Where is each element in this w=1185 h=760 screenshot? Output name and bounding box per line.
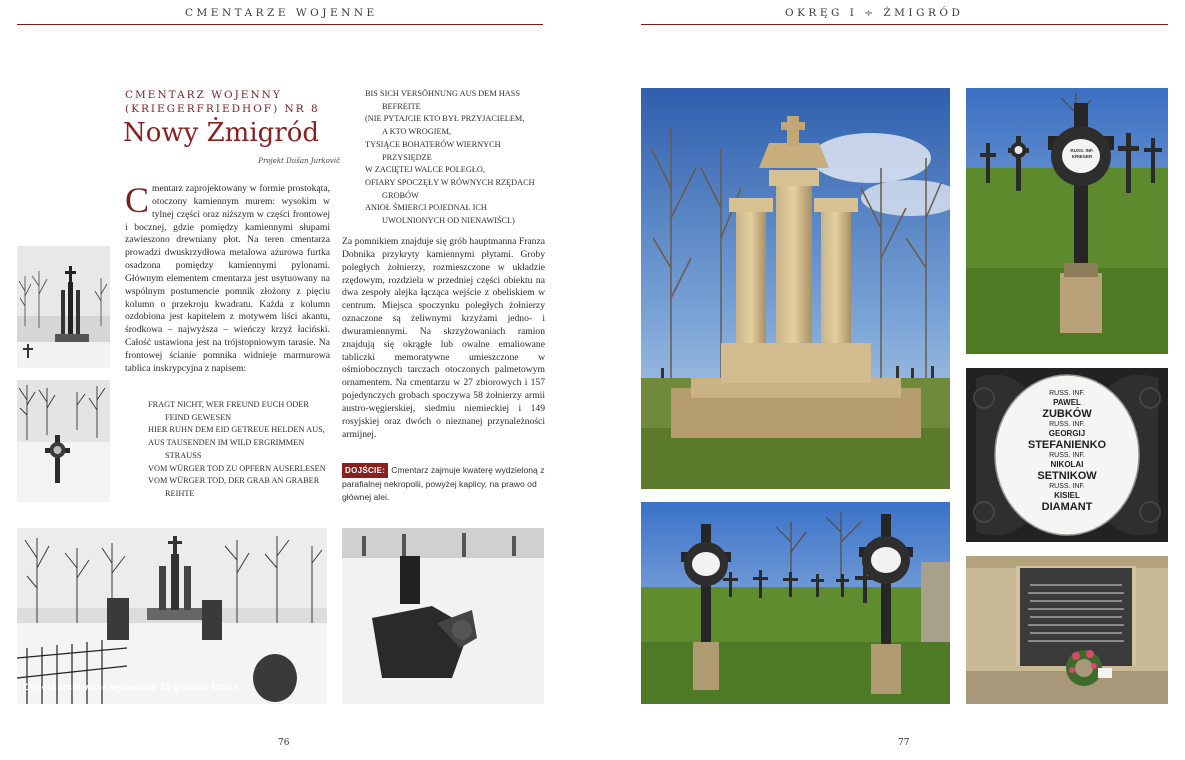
translation-line: A KTO WROGIEM, (382, 127, 452, 137)
plaque-line: STEFANIENKO (1027, 439, 1107, 451)
archive-photo-broken-cross (342, 528, 544, 704)
inscription-line: FEIND GEWESEN (165, 412, 232, 422)
translation-line: GROBÓW (382, 190, 419, 200)
plaque-line: SETNIKOW (1037, 470, 1097, 482)
header-rule-right (641, 24, 1168, 25)
inscription-line: BEFREITE (382, 101, 421, 111)
translation-line: (NIE PYTAJCIE KTO BYŁ PRZYJACIELEM, (365, 114, 525, 124)
page-number-left: 76 (278, 738, 290, 748)
archive-photo-cross (17, 380, 110, 502)
plaque-line: GEORGIJ (1048, 429, 1086, 438)
translation-line: OFIARY SPOCZĘŁY W RÓWNYCH RZĘDACH (365, 177, 535, 187)
plaque-line: RUSS. INF. (1049, 452, 1085, 459)
running-title-left: CMENTARZE WOJENNE (185, 7, 378, 19)
photo-monument (641, 88, 950, 489)
inscription-line: FRAGT NICHT, WER FREUND EUCH ODER (148, 400, 309, 409)
archive-photo-monument (17, 246, 110, 368)
page-number-right: 77 (898, 738, 910, 748)
archive-photo-cemetery-wide (17, 528, 327, 704)
plaque-line: PAWEL (1053, 398, 1081, 407)
cross-plate-text (1062, 148, 1102, 160)
photo-cross-krieger (966, 88, 1168, 354)
plate-line: RUSS. INF. (1070, 148, 1094, 153)
inscription-line: BIS SICH VERSÖHNUNG AUS DEM HASS (365, 89, 520, 98)
inscription-line: STRAUSS (165, 450, 202, 460)
plaque-line: RUSS. INF. (1049, 390, 1085, 397)
plaque-line: NIKOLAI (1050, 460, 1084, 469)
header-rule-left (17, 24, 543, 25)
photo-cemetery-rows (641, 502, 950, 704)
body-paragraph-1 (125, 180, 330, 376)
page-title: Nowy Żmigród (123, 118, 320, 148)
running-title-right: OKRĘG I ÷ ŻMIGRÓD (785, 7, 964, 19)
photo-memorial-tablet (966, 556, 1168, 704)
access-text: Cmentarz zajmuje kwaterę wydzieloną z parafialnej nekropolii, powyżej kaplicy, na prawo od głównej alei. (342, 465, 545, 503)
design-credit: Projekt Dušan Jurkovič (258, 157, 340, 165)
plaque-line: ZUBKÓW (1042, 408, 1092, 420)
archive-caption: Zdjęcia archiwalne wykonano 31 grudnia 1986 r. (22, 682, 241, 693)
plaque-line: DIAMANT (1041, 501, 1093, 513)
plaque-line: RUSS. INF. (1049, 421, 1085, 428)
inscription-continued (365, 88, 550, 228)
inscription-line: VOM WÜRGER TOD ZU OPFERN AUSERLESEN (148, 463, 326, 473)
translation-line: TYSIĄCE BOHATERÓW WIERNYCH (365, 139, 501, 149)
access-directions (342, 463, 545, 505)
dropcap: C (125, 180, 150, 220)
body-paragraph-1-text: mentarz zaprojektowany w formie prostokąta, otoczony kamiennym murem: wysokim w tylnej części oraz niższym w części frontowej i bocznej, gdzie pomiędzy kamiennymi słupami zawieszono drewniany płot. Na teren cmentarza prowadzi dwuskrzydłowa metalowa ażurowa furtka osadzona pomiędzy kamiennymi pylonami. Głównym elementem cmentarza jest usytuowany na wspólnym postumencie pomnik złożony z pięciu kolumn o przekroju kwadratu. Każda z kolumn ozdobiona jest kapitelem z motywem liści akantu, środkowa – najwyższa – wieńczy krzyż łaciński. Całość ustawiona jest na trójstopniowym tarasie. Na frontowej ścianie pomnika widnieje marmurowa tablica inskrypcyjna z napisem: (125, 183, 330, 374)
translation-line: W ZACIĘTEJ WALCE POLEGŁO, (365, 165, 485, 175)
translation-line: PRZYSIĘDZE (382, 152, 432, 162)
plate-line: KRIEGER (1071, 154, 1093, 159)
german-inscription (148, 399, 338, 501)
plaque-line: KISIEL (1054, 491, 1080, 500)
inscription-line: HIER RUHN DEM EID GETREUE HELDEN AUS, (148, 425, 325, 435)
section-label: CMENTARZ WOJENNY (KRIEGERFRIEDHOF) NR 8 (125, 89, 320, 115)
inscription-line: VOM WÜRGER TOD, DER GRAB AN GRABER (148, 476, 320, 486)
translation-line: ANIOŁ ŚMIERCI POJEDNAŁ ICH (365, 203, 487, 213)
plaque-names (1017, 389, 1117, 513)
plaque-line: RUSS. INF. (1049, 483, 1085, 490)
access-label: DOJŚCIE: (342, 463, 388, 478)
body-paragraph-2: Za pomnikiem znajduje się grób hauptmanna Franza Dobnika przykryty kamiennymi płytami. Groby poległych żołnierzy, rozmieszczone w układzie rzędowym, rozdziela w przedniej części obiektu na dwa zespoły alejka łącząca wejście z obeliskiem w centrum. Miejsca spoczynku poległych żołnierzy oznaczone są żeliwnymi krzyżami jedno- i dwuramiennymi. Na skrzyżowaniach ramion znajdują się okrągłe lub owalne emaliowane tabliczki memoratywne umieszczone w ośmiobocznych tarczach otoczonych palmetowym ornamentem. Na cmentarzu w 27 zbiorowych i 157 pojedynczych grobach spoczywa 58 żołnierzy armii austro-węgierskiej, siedmiu niemieckiej i 149 rosyjskiej oraz dwóch o nieznanej przynależności armijnej. (342, 236, 545, 440)
inscription-line: AUS TAUSENDEN IM WILD ERGRIMMEN (148, 438, 305, 448)
translation-line: UWOLNIONYCH OD NIENAWIŚCI.) (382, 216, 515, 226)
inscription-line: REIHTE (165, 488, 195, 498)
